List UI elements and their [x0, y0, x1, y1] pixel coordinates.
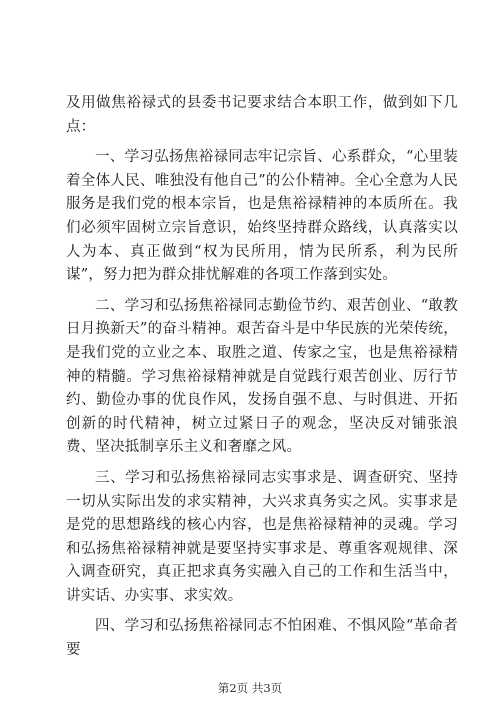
paragraph-point-1: 一、学习弘扬焦裕禄同志牢记宗旨、心系群众，“心里装着全体人民、唯独没有他自己”的公仆精神。全心全意为人民服务是我们党的根本宗旨，也是焦裕禄精神的本质所在。我们必须牢固树立宗旨意识，始终坚持群众路线，认真落实以人为本、真正做到“权为民所用，情为民所系，利为民所谋”，努力把为群众排忧解难的各项工作落到实处。: [66, 149, 458, 284]
document-body: [66, 92, 458, 670]
intro-paragraph: 及用做焦裕禄式的县委书记要求结合本职工作，做到如下几点：: [66, 95, 458, 135]
paragraph-point-2: 二、学习和弘扬焦裕禄同志勤俭节约、艰苦创业、“敢教日月换新天”的奋斗精神。艰苦奋斗是中华民族的光荣传统，是我们党的立业之本、取胜之道、传家之宝，也是焦裕禄精神的精髓。学习焦裕禄精神就是自觉践行艰苦创业、厉行节约、勤俭办事的优良作风，发扬自强不息、与时俱进、开拓创新的时代精神，树立过紧日子的观念，坚决反对铺张浪费、坚决抵制享乐主义和奢靡之风。: [66, 297, 458, 456]
page-number-footer: 第2页 共3页: [217, 681, 283, 695]
paragraph-point-3: 三、学习和弘扬焦裕禄同志实事求是、调查研究、坚持一切从实际出发的求实精神，大兴求真务实之风。实事求是是党的思想路线的核心内容，也是焦裕禄精神的灵魂。学习和弘扬焦裕禄精神就是要坚持实事求是、尊重客观规律、深入调查研究，真正把求真务实融入自己的工作和生活当中，讲实话、办实事、求实效。: [66, 469, 458, 604]
paragraph-point-4: 四、学习和弘扬焦裕禄同志不怕困难、不惧风险“革命者要: [66, 618, 458, 659]
